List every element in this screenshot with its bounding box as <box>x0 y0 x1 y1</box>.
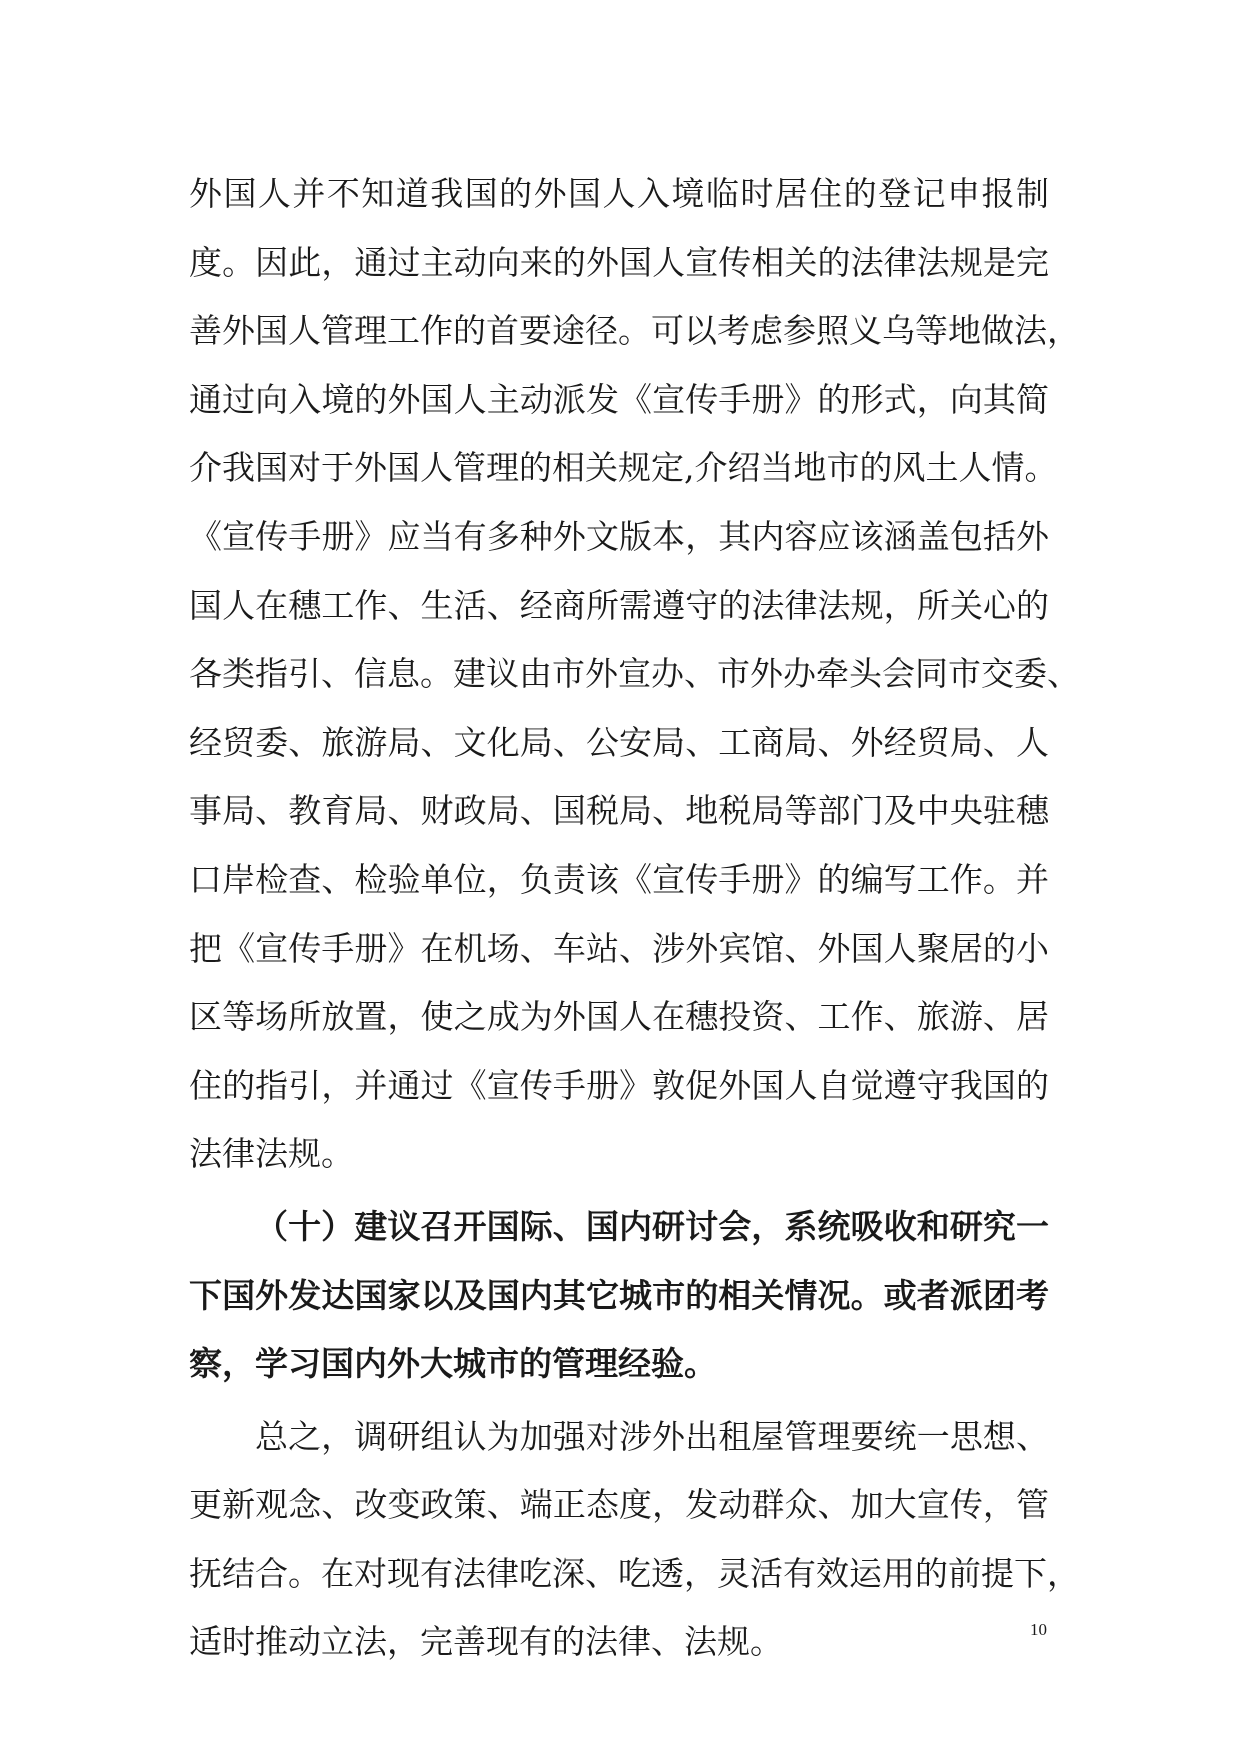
text-line: 经贸委、旅游局、文化局、公安局、工商局、外经贸局、人 <box>189 722 1049 762</box>
text-line: 外国人并不知道我国的外国人入境临时居住的登记申报制 <box>189 174 1049 213</box>
text-line: 区等场所放置，使之成为外国人在穗投资、工作、旅游、居 <box>189 997 1049 1037</box>
text-line: 善外国人管理工作的首要途径。可以考虑参照义乌等地做法， <box>189 311 1080 351</box>
paragraph-foreigner-publicity <box>189 160 1080 1189</box>
section-heading-ten <box>189 1193 1049 1399</box>
heading-line: 下国外发达国家以及国内其它城市的相关情况。或者派团考 <box>189 1275 1049 1315</box>
page-number: 10 <box>1030 1620 1047 1639</box>
paragraph-conclusion <box>189 1403 1080 1677</box>
text-line: 住的指引，并通过《宣传手册》敦促外国人自觉遵守我国的 <box>189 1065 1049 1105</box>
heading-line: 察，学习国内外大城市的管理经验。 <box>189 1344 717 1384</box>
text-line: 《宣传手册》应当有多种外文版本，其内容应该涵盖包括外 <box>189 516 1049 556</box>
heading-line: （十）建议召开国际、国内研讨会，系统吸收和研究一 <box>255 1206 1049 1246</box>
text-line: 法律法规。 <box>189 1134 354 1174</box>
text-line: 总之，调研组认为加强对涉外出租屋管理要统一思想、 <box>255 1416 1049 1456</box>
text-line: 抚结合。在对现有法律吃深、吃透，灵活有效运用的前提下， <box>189 1553 1080 1593</box>
body-text <box>189 160 1080 1677</box>
text-line: 把《宣传手册》在机场、车站、涉外宾馆、外国人聚居的小 <box>189 928 1049 968</box>
text-line: 介我国对于外国人管理的相关规定,介绍当地市的风土人情。 <box>189 448 1058 488</box>
text-line: 各类指引、信息。建议由市外宣办、市外办牵头会同市交委、 <box>189 654 1080 694</box>
text-line: 更新观念、改变政策、端正态度，发动群众、加大宣传，管 <box>189 1485 1049 1525</box>
text-line: 口岸检查、检验单位，负责该《宣传手册》的编写工作。并 <box>189 859 1049 899</box>
text-line: 事局、教育局、财政局、国税局、地税局等部门及中央驻穗 <box>189 791 1049 831</box>
text-line: 适时推动立法，完善现有的法律、法规。 <box>189 1622 783 1662</box>
text-line: 度。因此，通过主动向来的外国人宣传相关的法律法规是完 <box>189 242 1049 282</box>
text-line: 国人在穗工作、生活、经商所需遵守的法律法规，所关心的 <box>189 585 1049 625</box>
text-line: 通过向入境的外国人主动派发《宣传手册》的形式，向其简 <box>189 379 1049 419</box>
